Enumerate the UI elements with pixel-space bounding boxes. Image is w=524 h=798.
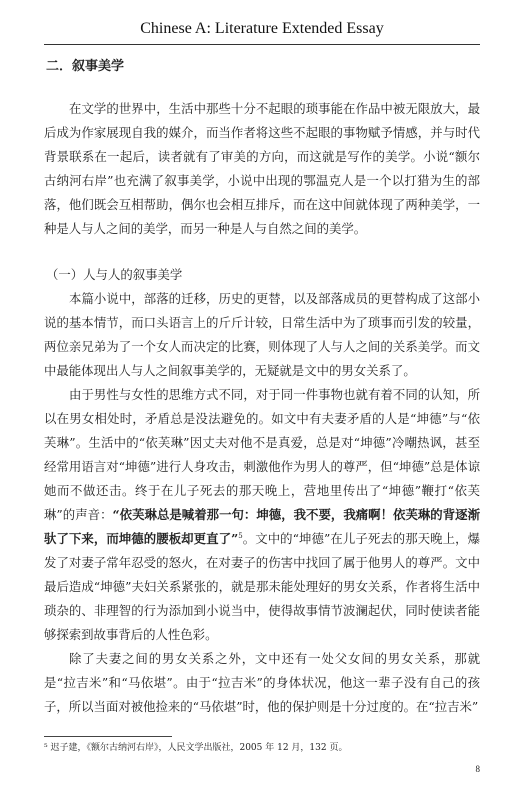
- subsection-heading: （一）人与人的叙事美学: [46, 267, 183, 282]
- paragraph-3: 除了夫妻之间的男女关系之外，文中还有一处父女间的男女关系，那就是“拉吉米”和“马依堪”。由于“拉吉米”的身体状况，他这一辈子没有自己的孩子，所以当面对被他捡来的“马依堪”时，他的保护则是十分过度的。在“拉吉米”: [44, 651, 480, 714]
- paragraph-2: [44, 383, 480, 647]
- document-body: [44, 55, 480, 719]
- paragraph-1: 本篇小说中，部落的迁移，历史的更替，以及部落成员的更替构成了这部小说的基本情节，而口头语言上的斤斤计较，日常生活中为了琐事而引发的较量，两位亲兄弟为了一个女人而决定的比赛，则体现了人与人之间的关系美学。而文中最能体现出人与人之间叙事美学的，无疑就是文中的男女关系了。: [44, 291, 480, 378]
- page-number: 8: [475, 764, 480, 774]
- quoted-passage: “依芙琳总是喊着那一句：坤德，我不要，我痛啊！依芙琳的背逐渐驮了下来，而坤德的腰板却更直了”: [44, 507, 480, 546]
- paragraph-2-text: 由于男性与女性的思维方式不同，对于同一件事物也就有着不同的认知，所以在男女相处时，矛盾总是没法避免的。如文中有夫妻矛盾的人是“坤德”与“依芙琳”。生活中的“依芙琳”因丈夫对他不是真爱，总是对“坤德”冷嘲热讽，甚至经常用语言对“坤德”进行人身攻击，刺激他作为男人的尊严，但“坤德”总是体谅她而不做还击。终于在儿子死去的那天晚上，营地里传出了“坤德”鞭打“依芙琳”的声音：: [44, 387, 480, 522]
- section-heading: 二．叙事美学: [46, 59, 125, 74]
- page-header-title: Chinese A: Literature Extended Essay: [140, 20, 384, 37]
- footnote-marker: 5: [238, 531, 243, 540]
- footnote: ⁵ 迟子建，《额尔古纳河右岸》，人民文学出版社，2005 年 12 月，132 页。: [44, 743, 348, 753]
- paragraph-2-continuation: 。文中的“坤德”在儿子死去的那天晚上，爆发了对妻子常年忍受的怒火，在对妻子的伤害中找回了属于他男人的尊严。文中最后造成“坤德”夫妇关系紧张的，就是那未能处理好的男女关系，作者将生活中琐杂的、非理智的行为添加到小说当中，使得故事情节波澜起伏，同时使读者能够探索到故事背后的人性色彩。: [44, 531, 480, 642]
- header-divider: [44, 44, 480, 45]
- footnote-divider: [44, 736, 172, 737]
- intro-paragraph: 在文学的世界中，生活中那些十分不起眼的琐事能在作品中被无限放大，最后成为作家展现自我的媒介，而当作者将这些不起眼的事物赋予情感，并与时代背景联系在一起后，读者就有了审美的方向，而这就是写作的美学。小说“额尔古纳河右岸”也充满了叙事美学，小说中出现的鄂温克人是一个以打猎为生的部落，他们既会互相帮助，偶尔也会相互排斥，而在这中间就体现了两种美学，一种是人与人之间的美学，而另一种是人与自然之间的美学。: [44, 101, 480, 236]
